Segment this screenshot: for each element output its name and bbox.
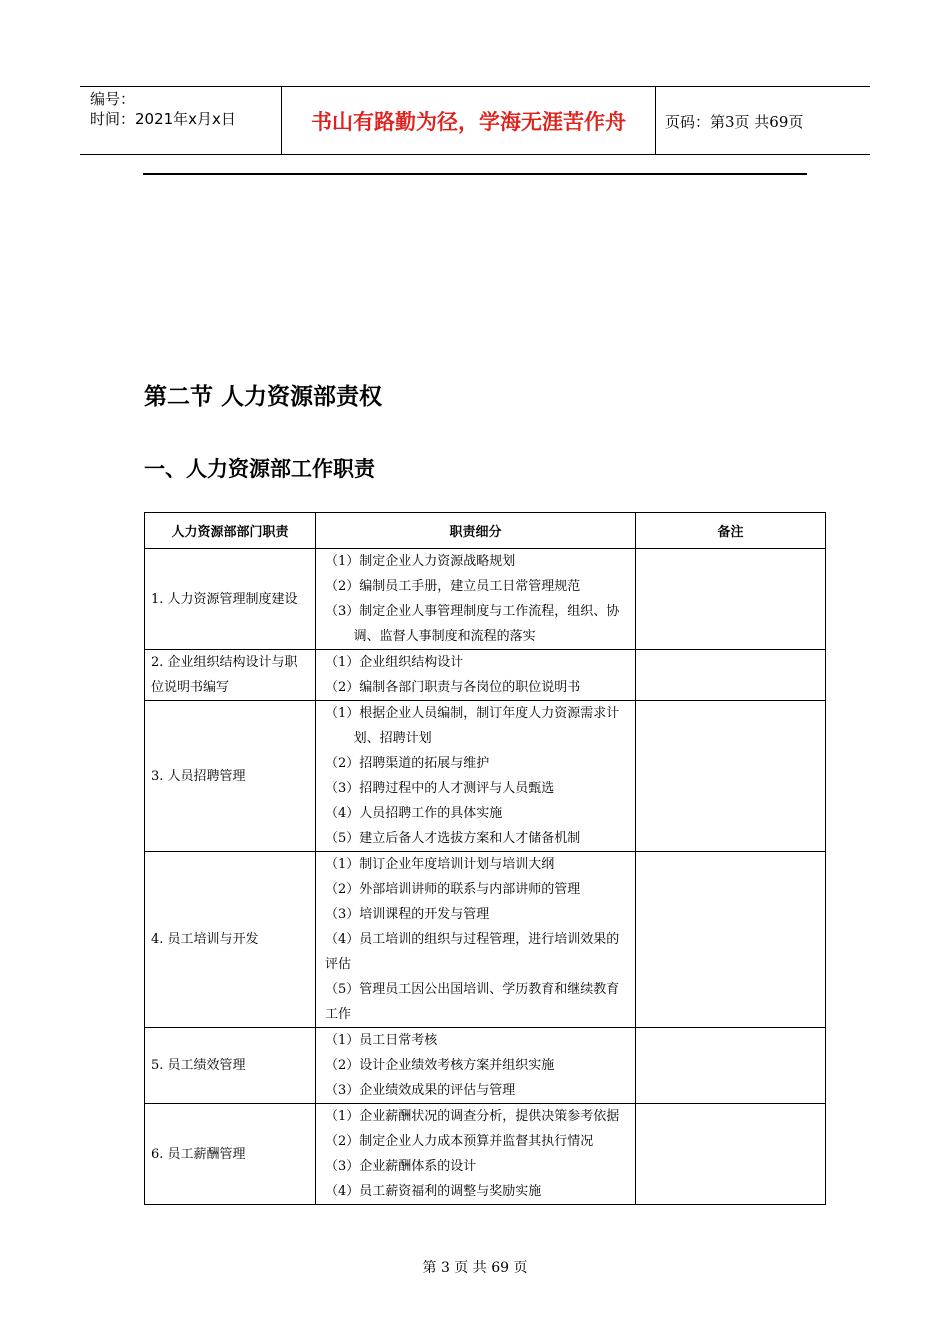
detail-line: （4）员工薪资福利的调整与奖励实施	[325, 1184, 542, 1199]
note-cell	[636, 1104, 826, 1205]
detail-line: （1）企业组织结构设计	[325, 655, 464, 670]
detail-cell	[316, 701, 636, 852]
header-number-label: 编号：	[90, 90, 136, 108]
detail-line: （2）设计企业绩效考核方案并组织实施	[325, 1058, 555, 1073]
detail-line: （3）企业薪酬体系的设计	[325, 1159, 477, 1174]
note-cell	[636, 701, 826, 852]
duties-table	[144, 512, 826, 1205]
header-note: 备注	[636, 513, 826, 549]
section-title: 第二节 人力资源部责权	[144, 384, 383, 410]
header-top-border	[80, 86, 870, 87]
table-row	[145, 701, 826, 852]
detail-line: （2）编制各部门职责与各岗位的职位说明书	[325, 680, 581, 695]
dept-cell: 4. 员工培训与开发	[145, 852, 316, 1028]
detail-cell	[316, 1104, 636, 1205]
dept-cell: 5. 员工绩效管理	[145, 1028, 316, 1104]
note-cell	[636, 549, 826, 650]
detail-cell	[316, 852, 636, 1028]
dept-cell: 3. 人员招聘管理	[145, 701, 316, 852]
page-footer: 第 3 页 共 69 页	[422, 1260, 528, 1276]
header-time-label: 时间：2021年x月x日	[90, 110, 236, 128]
detail-line: （3）制定企业人事管理制度与工作流程，组织、协调、监督人事制度和流程的落实	[325, 604, 620, 644]
detail-line: （3）培训课程的开发与管理	[325, 907, 490, 922]
detail-cell	[316, 549, 636, 650]
detail-line: （1）员工日常考核	[325, 1033, 438, 1048]
detail-cell	[316, 650, 636, 701]
header-motto: 书山有路勤为径，学海无涯苦作舟	[311, 110, 626, 134]
subsection-title: 一、人力资源部工作职责	[144, 457, 375, 481]
table-header-row	[145, 513, 826, 549]
detail-line: （2）外部培训讲师的联系与内部讲师的管理	[325, 882, 581, 897]
header-dept: 人力资源部部门职责	[145, 513, 316, 549]
note-cell	[636, 1028, 826, 1104]
table-row	[145, 852, 826, 1028]
detail-line: （1）根据企业人员编制，制订年度人力资源需求计划、招聘计划	[325, 706, 620, 746]
table-row	[145, 1028, 826, 1104]
detail-line: （2）制定企业人力成本预算并监督其执行情况	[325, 1134, 594, 1149]
detail-cell	[316, 1028, 636, 1104]
detail-line: （5）管理员工因公出国培训、学历教育和继续教育工作	[325, 982, 620, 1022]
dept-cell: 6. 员工薪酬管理	[145, 1104, 316, 1205]
dept-cell: 2. 企业组织结构设计与职位说明书编写	[145, 650, 316, 701]
detail-line: （1）制订企业年度培训计划与培训大纲	[325, 857, 555, 872]
detail-line: （2）编制员工手册，建立员工日常管理规范	[325, 579, 581, 594]
detail-line: （3）企业绩效成果的评估与管理	[325, 1083, 516, 1098]
table-row	[145, 1104, 826, 1205]
note-cell	[636, 650, 826, 701]
detail-line: （3）招聘过程中的人才测评与人员甄选	[325, 781, 555, 796]
detail-line: （2）招聘渠道的拓展与维护	[325, 756, 490, 771]
header-page-label: 页码：第3页 共69页	[665, 113, 804, 131]
table-row	[145, 549, 826, 650]
header-detail: 职责细分	[316, 513, 636, 549]
header-divider-right	[655, 86, 656, 154]
header-bottom-border	[80, 154, 870, 155]
horizontal-rule	[143, 173, 807, 175]
detail-line: （4）员工培训的组织与过程管理，进行培训效果的评估	[325, 932, 620, 972]
table-row	[145, 650, 826, 701]
detail-line: （1）企业薪酬状况的调查分析，提供决策参考依据	[325, 1109, 620, 1124]
detail-line: （1）制定企业人力资源战略规划	[325, 554, 516, 569]
dept-cell: 1. 人力资源管理制度建设	[145, 549, 316, 650]
note-cell	[636, 852, 826, 1028]
detail-line: （4）人员招聘工作的具体实施	[325, 806, 503, 821]
detail-line: （5）建立后备人才选拔方案和人才储备机制	[325, 831, 581, 846]
